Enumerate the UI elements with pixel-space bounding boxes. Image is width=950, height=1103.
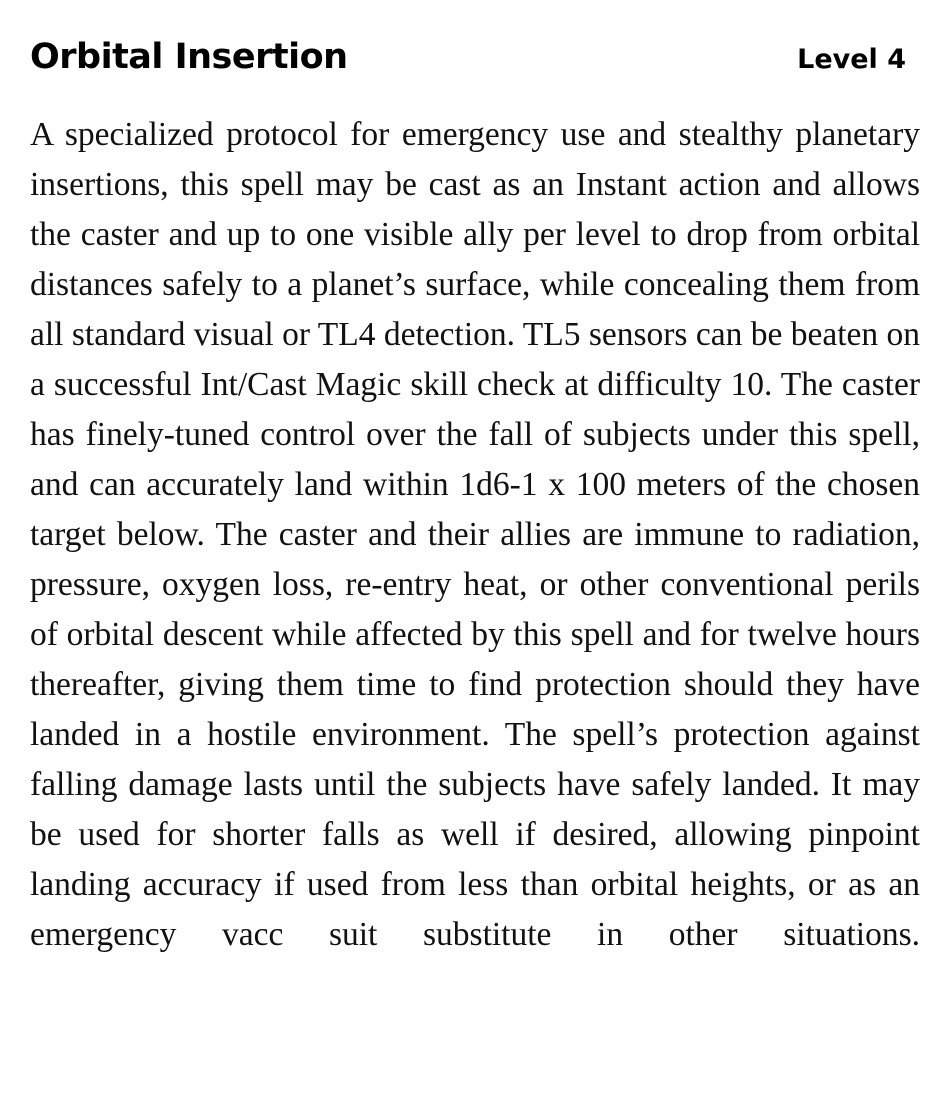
spell-level-badge: Level 4 [797, 44, 906, 76]
spell-description: A specialized protocol for emergency use and stealthy planetary insertions, this spell may be cast as an Instant action and allows the caster and up to one visible ally per level to drop from orbital distances safely to a planet’s surface, while concealing them from all standard visual or TL4 detection. TL5 sensors can be beaten on a successful Int/Cast Magic skill check at difficulty 10. The caster has finely-tuned control over the fall of subjects under this spell, and can accurately land within 1d6-1 x 100 meters of the chosen target below. The caster and their allies are immune to radiation, pressure, oxygen loss, re-entry heat, or other conventional perils of orbital descent while affected by this spell and for twelve hours thereafter, giving them time to find protection should they have landed in a hostile environment. The spell’s protection against falling damage lasts until the subjects have safely landed. It may be used for shorter falls as well if desired, allowing pinpoint landing accuracy if used from less than orbital heights, or as an emergency vacc suit substitute in other situations. [30, 115, 920, 953]
spell-header [30, 16, 920, 100]
page-title: Orbital Insertion [30, 37, 348, 78]
